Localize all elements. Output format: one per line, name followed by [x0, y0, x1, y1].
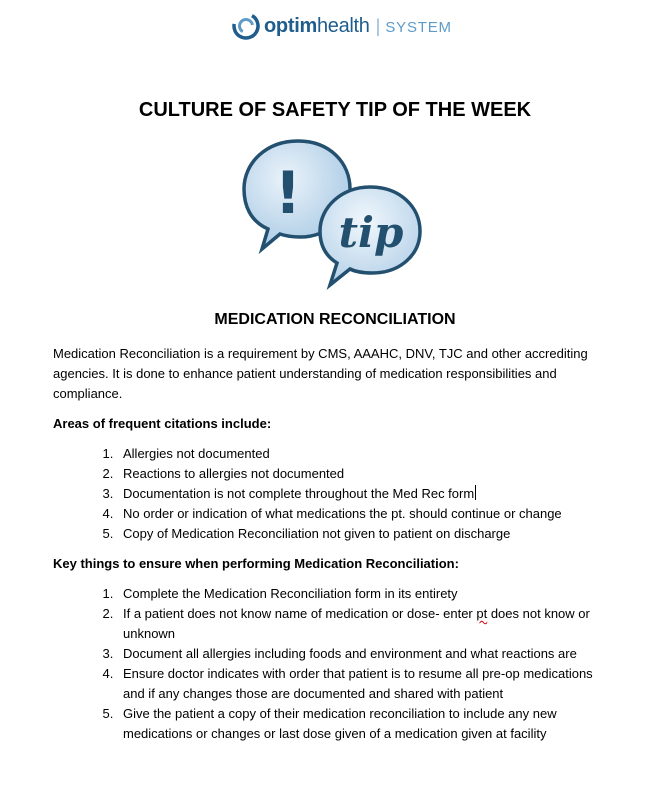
logo-wordmark — [264, 16, 452, 36]
logo-optim: optim — [264, 15, 317, 37]
list-item: 5. Give the patient a copy of their medication reconciliation to include any new medications or changes or last dose given of a medication given at facility — [117, 704, 613, 744]
list-item-text-start: If a patient does not know name of medication or dose- enter — [123, 606, 477, 621]
page-title: CULTURE OF SAFETY TIP OF THE WEEK — [138, 99, 532, 121]
list-item: 1. Complete the Medication Reconciliation form in its entirety — [117, 584, 613, 604]
citations-list — [53, 444, 613, 544]
logo-mark-icon — [232, 12, 260, 40]
citations-heading: Areas of frequent citations include: — [53, 416, 272, 431]
logo-system: SYSTEM — [385, 19, 452, 36]
optimhealth-logo — [232, 8, 452, 44]
key-things-list — [53, 584, 613, 744]
document-body — [53, 344, 613, 754]
list-item — [117, 484, 613, 504]
section-subtitle: MEDICATION RECONCILIATION — [214, 311, 456, 328]
key-things-heading: Key things to ensure when performing Medication Reconciliation: — [53, 556, 459, 571]
list-item: 2. Reactions to allergies not documented — [117, 464, 613, 484]
list-item-text: Documentation is not complete throughout the Med Rec form — [123, 486, 475, 501]
list-item: 3. Document all allergies including foods and environment and what reactions are — [117, 644, 613, 664]
tip-speech-bubbles-icon — [238, 137, 426, 297]
list-item: 1. Allergies not documented — [117, 444, 613, 464]
intro-paragraph: Medication Reconciliation is a requirement by CMS, AAAHC, DNV, TJC and other accrediting agencies. It is done to enhance patient understanding of medication responsibilities and compliance. — [53, 346, 588, 401]
spelling-flagged-word[interactable]: pt — [476, 606, 488, 621]
logo-health: health — [316, 15, 370, 37]
list-item: 5. Copy of Medication Reconciliation not given to patient on discharge — [117, 524, 613, 544]
list-item: 4. No order or indication of what medications the pt. should continue or change — [117, 504, 613, 524]
exclamation-mark: ! — [274, 159, 302, 227]
logo-separator: | — [375, 16, 381, 36]
list-item — [117, 604, 613, 644]
list-item: 4. Ensure doctor indicates with order that patient is to resume all pre-op medications and if any changes those are documented and shared with patient — [117, 664, 613, 704]
list-item-text-end: does not know or unknown — [123, 606, 590, 641]
tip-label: tip — [338, 208, 404, 257]
text-cursor — [475, 485, 476, 500]
